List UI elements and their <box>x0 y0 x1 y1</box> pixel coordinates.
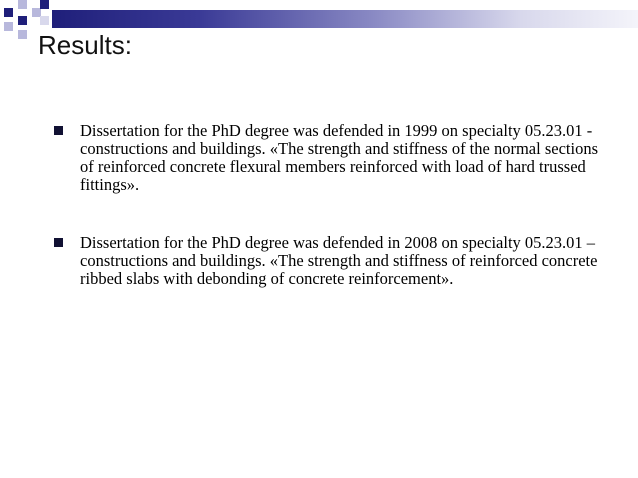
deco-square <box>18 0 27 9</box>
deco-square <box>18 16 27 25</box>
bullet-item <box>54 122 602 194</box>
deco-square <box>18 30 27 39</box>
bullet-list <box>54 122 602 288</box>
bullet-text: Dissertation for the PhD degree was defended in 2008 on specialty 05.23.01 – constructions and buildings. «The strength and stiffness of reinforced concrete ribbed slabs with debonding of concrete reinforcement». <box>80 233 598 288</box>
deco-square <box>40 0 49 9</box>
slide-title: Results: <box>38 30 132 60</box>
square-bullet-icon <box>54 238 63 247</box>
bullet-text: Dissertation for the PhD degree was defended in 1999 on specialty 05.23.01 - constructions and buildings. «The strength and stiffness of the normal sections of reinforced concrete flexural members reinforced with load of hard trussed fittings». <box>80 121 598 194</box>
header-gradient-bar <box>52 10 638 28</box>
deco-square <box>4 22 13 31</box>
square-bullet-icon <box>54 126 63 135</box>
deco-square <box>40 16 49 25</box>
deco-square <box>4 8 13 17</box>
bullet-item <box>54 234 602 288</box>
